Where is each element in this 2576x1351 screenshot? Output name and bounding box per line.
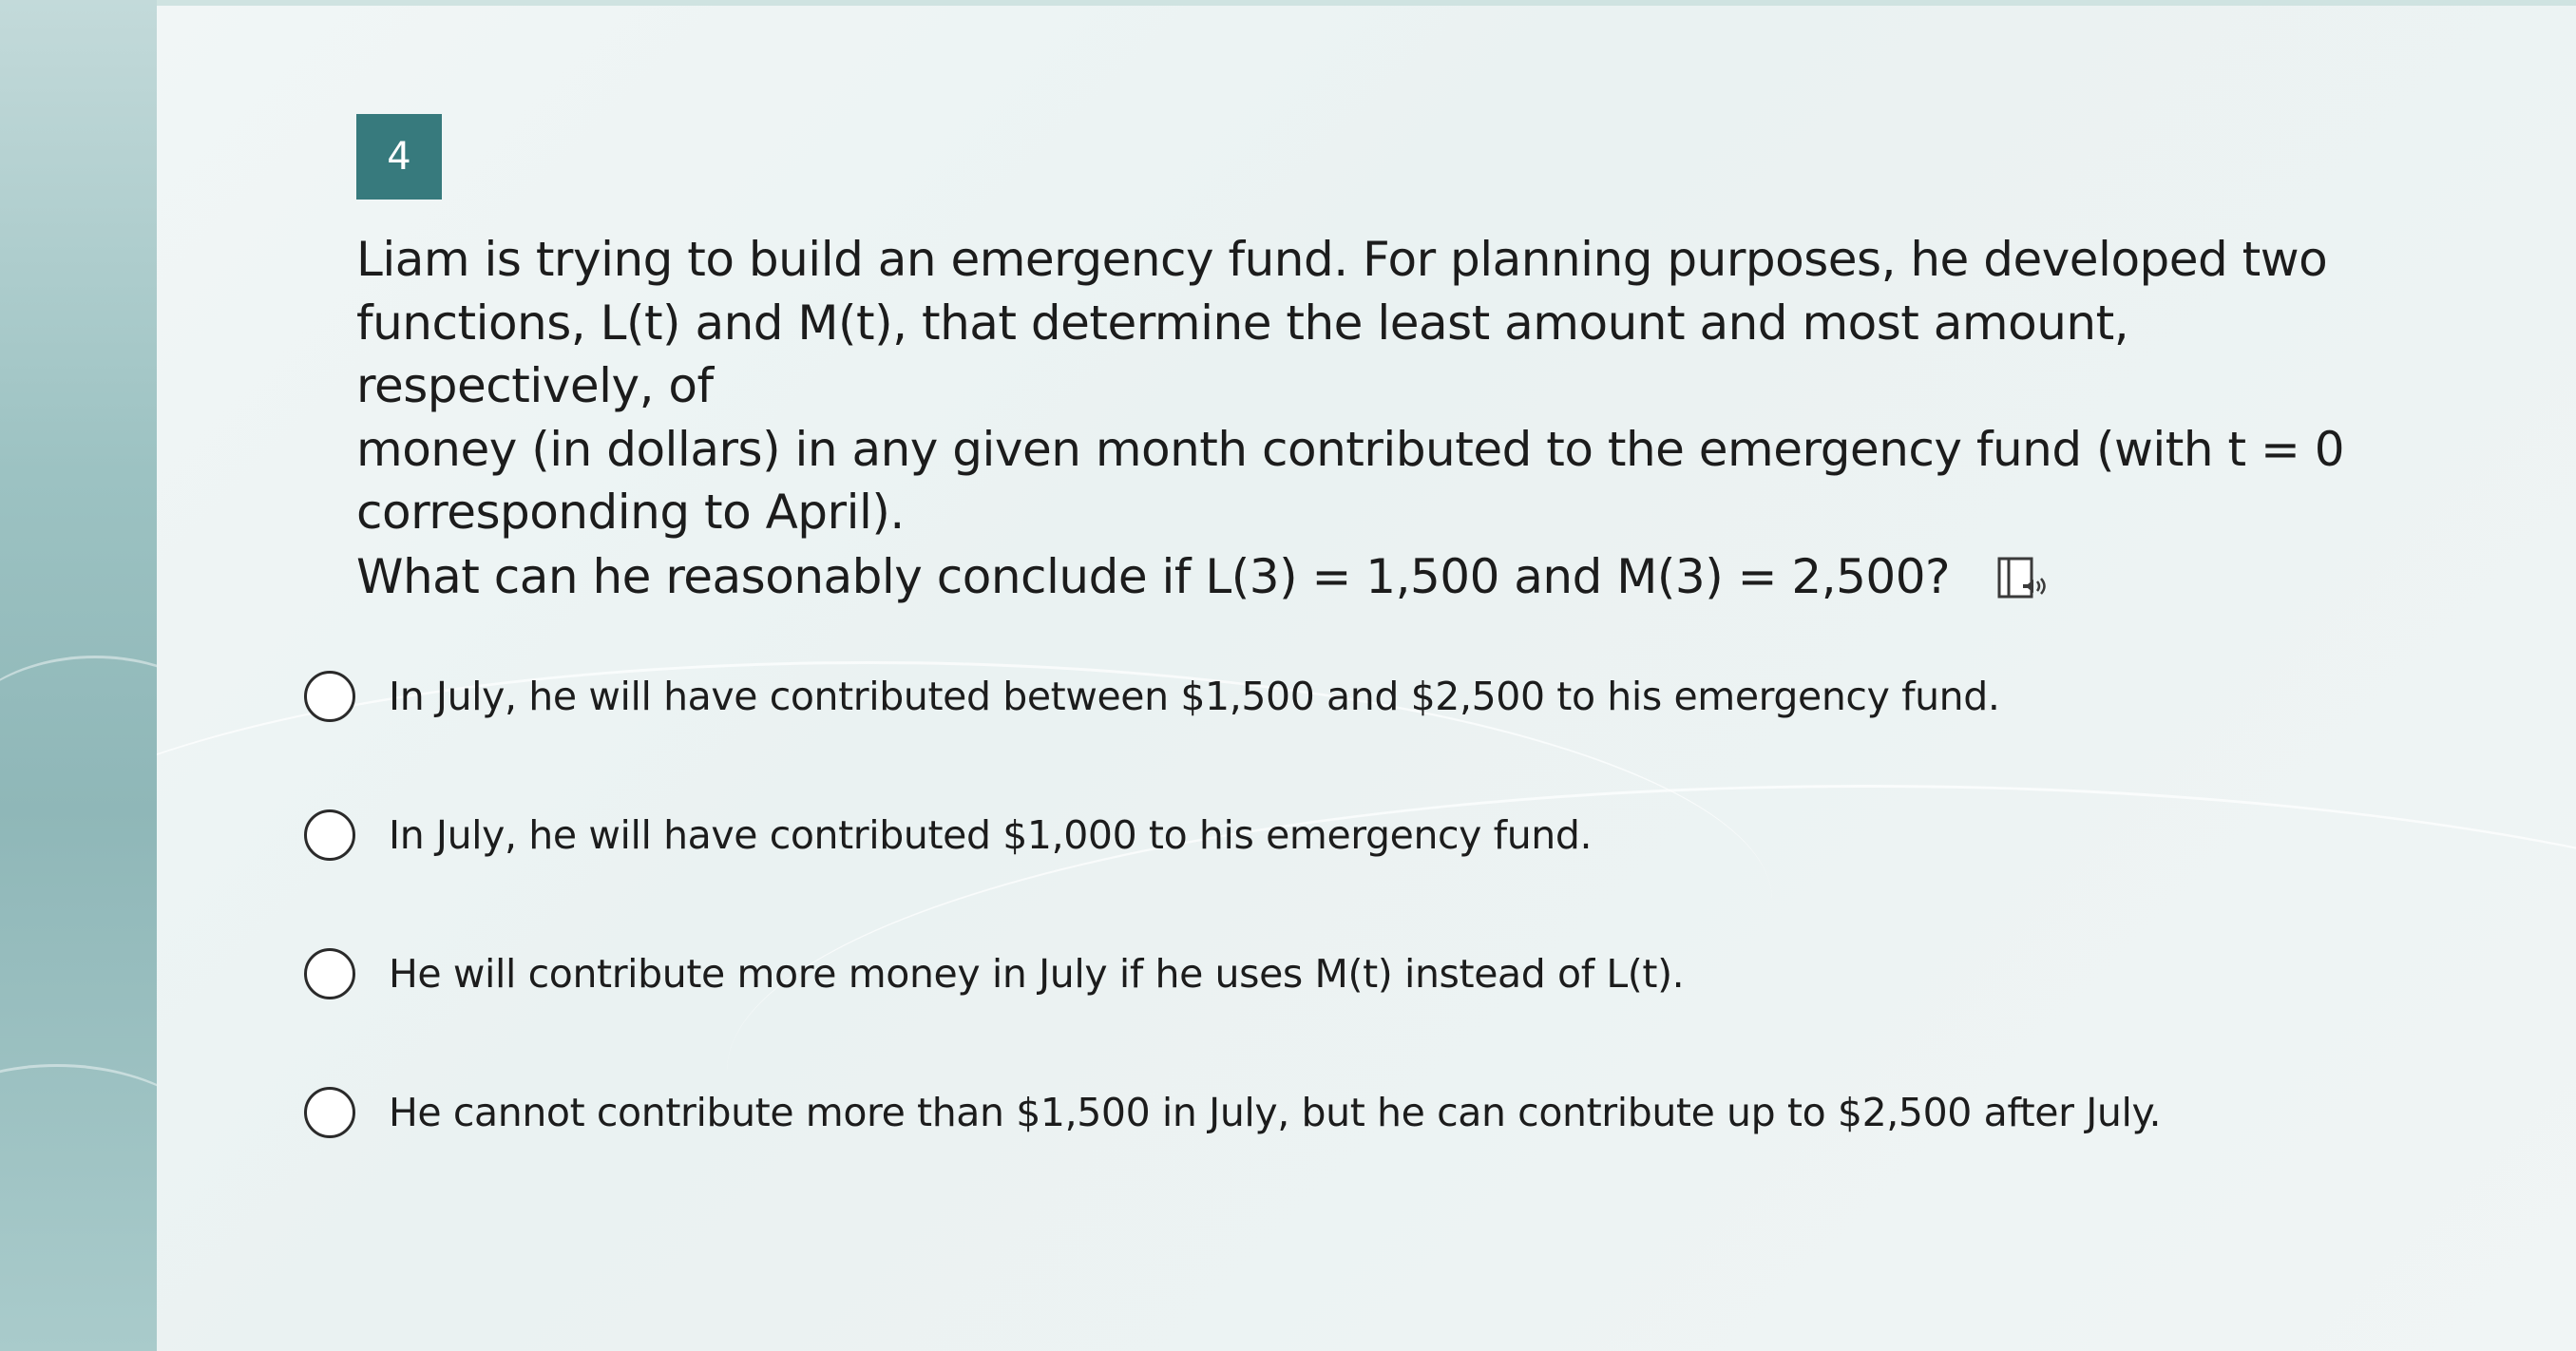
radio-button[interactable]: [304, 948, 355, 999]
rail-swirl-decoration: [0, 656, 157, 867]
text-to-speech-icon[interactable]: [1996, 554, 2048, 599]
rail-swirl-decoration: [0, 1064, 157, 1276]
radio-button[interactable]: [304, 809, 355, 861]
radio-button[interactable]: [304, 1087, 355, 1138]
answer-option-label[interactable]: In July, he will have contributed $1,000 to his emergency fund.: [389, 812, 1593, 858]
question-prompt-text: What can he reasonably conclude if L(3) = 1,500 and M(3) = 2,500?: [356, 549, 1951, 604]
answer-option-label[interactable]: In July, he will have contributed between $1,500 and $2,500 to his emergency fund.: [389, 674, 2000, 719]
left-rail: [0, 0, 157, 1351]
question-prompt: [356, 545, 2048, 608]
answer-option-b[interactable]: [304, 805, 1592, 866]
radio-button[interactable]: [304, 671, 355, 722]
answer-option-d[interactable]: [304, 1082, 2161, 1143]
question-stem: Liam is trying to build an emergency fund. For planning purposes, he developed two functions, L(t) and M(t), that determine the least amount and most amount, respectively, of money (in dollars) in any given month contributed to the emergency fund (with t = 0 corresponding to April).: [356, 232, 2345, 540]
answer-option-c[interactable]: [304, 943, 1684, 1004]
answer-option-label[interactable]: He cannot contribute more than $1,500 in July, but he can contribute up to $2,500 after July.: [389, 1090, 2162, 1135]
answer-option-label[interactable]: He will contribute more money in July if he uses M(t) instead of L(t).: [389, 951, 1685, 997]
answer-option-a[interactable]: [304, 666, 2000, 727]
question-number-badge: 4: [356, 114, 442, 200]
